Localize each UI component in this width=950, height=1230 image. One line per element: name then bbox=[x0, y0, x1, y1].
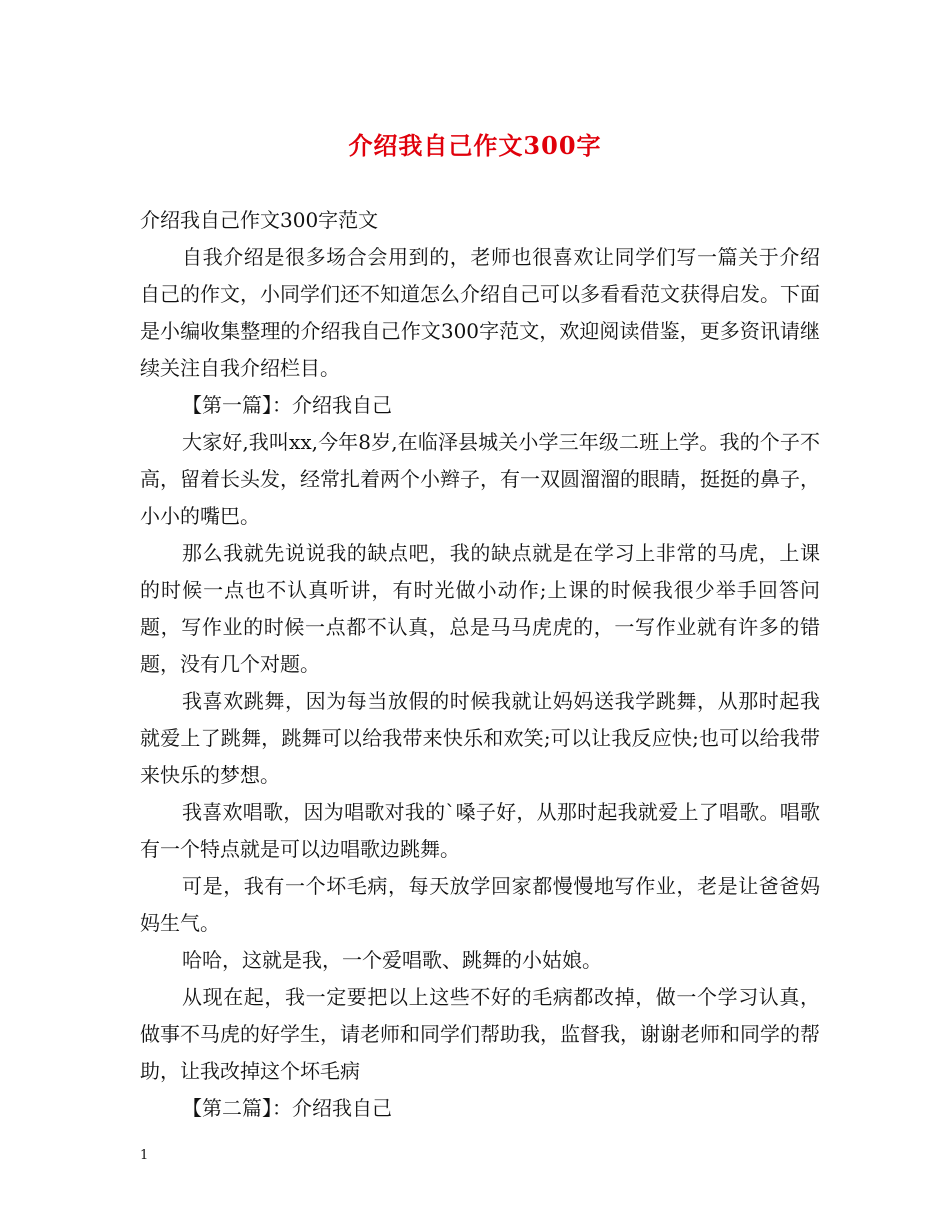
document-title: 介绍我自己作文300字 bbox=[348, 131, 602, 160]
paragraph-intro: 自我介绍是很多场合会用到的，老师也很喜欢让同学们写一篇关于介绍自己的作文，小同学们还不知道怎么介绍自己可以多看看范文获得启发。下面是小编收集整理的介绍我自己作文300字范文，欢迎阅读借鉴，更多资讯请继续关注自我介绍栏目。 bbox=[140, 245, 820, 380]
paragraph: 我喜欢唱歌，因为唱歌对我的`嗓子好，从那时起我就爱上了唱歌。唱歌有一个特点就是可以边唱歌边跳舞。 bbox=[140, 800, 820, 861]
paragraph: 我喜欢跳舞，因为每当放假的时候我就让妈妈送我学跳舞，从那时起我就爱上了跳舞，跳舞可以给我带来快乐和欢笑;可以让我反应快;也可以给我带来快乐的梦想。 bbox=[140, 689, 820, 787]
paragraph: 那么我就先说说我的缺点吧，我的缺点就是在学习上非常的马虎，上课的时候一点也不认真听讲，有时光做小动作;上课的时候我很少举手回答问题，写作业的时候一点都不认真，总是马马虎虎的，一写作业就有许多的错题，没有几个对题。 bbox=[140, 541, 820, 676]
page-number: 1 bbox=[140, 1148, 149, 1163]
section-heading-first: 【第一篇】：介绍我自己 bbox=[182, 393, 392, 417]
document-subtitle: 介绍我自己作文300字范文 bbox=[140, 208, 379, 232]
paragraph: 从现在起，我一定要把以上这些不好的毛病都改掉，做一个学习认真，做事不马虎的好学生，请老师和同学们帮助我，监督我，谢谢老师和同学的帮助，让我改掉这个坏毛病 bbox=[140, 985, 820, 1083]
paragraph: 大家好,我叫xx,今年8岁,在临泽县城关小学三年级二班上学。我的个子不高，留着长头发，经常扎着两个小辫子，有一双圆溜溜的眼睛，挺挺的鼻子，小小的嘴巴。 bbox=[140, 430, 820, 528]
document-body bbox=[140, 202, 820, 1127]
paragraph: 哈哈，这就是我，一个爱唱歌、跳舞的小姑娘。 bbox=[182, 948, 602, 972]
paragraph: 可是，我有一个坏毛病，每天放学回家都慢慢地写作业，老是让爸爸妈妈生气。 bbox=[140, 874, 820, 935]
section-heading-second: 【第二篇】：介绍我自己 bbox=[182, 1096, 392, 1120]
